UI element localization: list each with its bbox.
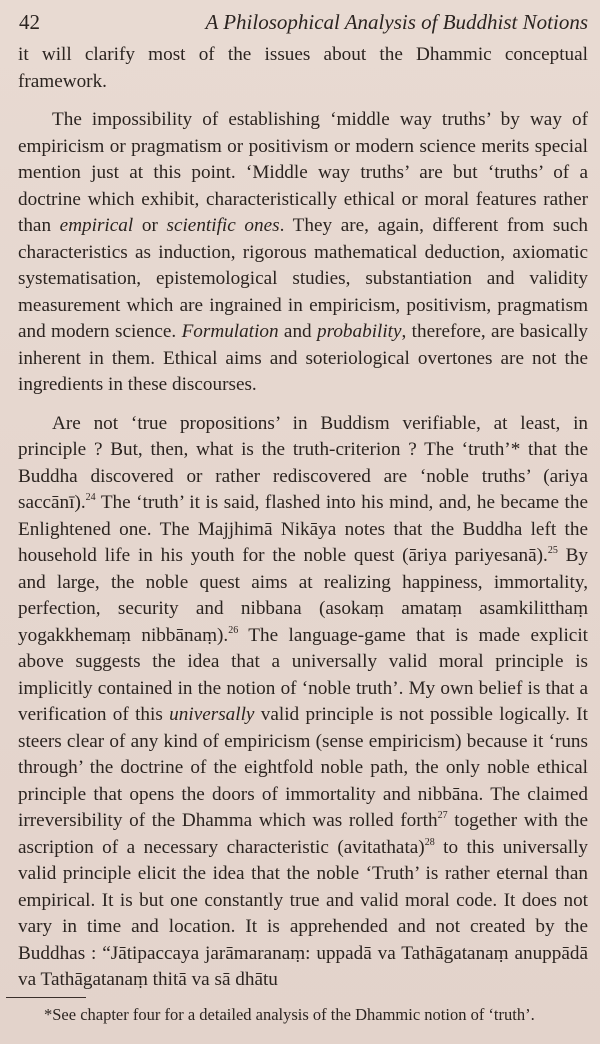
text-run: and bbox=[278, 321, 317, 342]
footnote-ref: 25 bbox=[547, 545, 558, 556]
emphasis: universally bbox=[169, 704, 255, 725]
text-run: . They are, again, different from such characteristics as induction, rigorous mathematical deduction, axiomatic systematisation, epistemological studies, substantiation and validity measurement which are ingrained in empiricism, positivism, pragmatism and modern science. bbox=[18, 215, 588, 342]
body-text bbox=[18, 42, 588, 994]
emphasis: empirical bbox=[59, 215, 134, 236]
text-run: The language-game that is made explicit above suggests the idea that a universally valid moral principle is implicitly contained in the notion of ‘noble truth’. My own belief is that a verification of this bbox=[18, 624, 588, 725]
text-run: The ‘truth’ it is said, flashed into his mind, and, he became the Enlightened one. The Majjhimā Nikāya notes that the Buddha left the household life in his youth for the noble quest (āriya pariyesanā). bbox=[18, 492, 588, 566]
text-run: valid principle is not possible logically. It steers clear of any kind of empiricism (sense empiricism) because it ‘runs through’ the doctrine of the eightfold noble path, the only noble ethical principle that opens the doors of immortality and nibbāna. The claimed irreversibility of the Dhamma which was rolled forth bbox=[18, 704, 589, 831]
text-run: The impossibility of establishing ‘middle way truths’ by way of empiricism or pragmatism or positivism or modern science merits special mention just at this point. ‘Middle way truths’ are but ‘truths’ of a doctrine which exhibit, characteristically ethical or moral features rather than bbox=[18, 109, 588, 236]
footnote-ref: 27 bbox=[437, 810, 448, 821]
paragraph-1 bbox=[18, 42, 588, 95]
paragraph-2 bbox=[18, 107, 588, 399]
page-number: 42 bbox=[19, 10, 40, 34]
running-title: A Philosophical Analysis of Buddhist Notions bbox=[205, 10, 588, 34]
text-run: or bbox=[133, 215, 167, 236]
footnote: *See chapter four for a detailed analysis of the Dhammic notion of ‘truth’. bbox=[44, 1005, 535, 1024]
footnote-ref: 24 bbox=[85, 492, 96, 503]
page-header bbox=[18, 10, 588, 40]
text-run: Are not ‘true propositions’ in Buddism verifiable, at least, in principle ? But, then, what is the truth-criterion ? The ‘truth’* that the Buddha discovered or rather rediscovered are ‘noble truths’ (ariya saccānī). bbox=[18, 412, 588, 513]
paragraph-3 bbox=[18, 411, 588, 994]
emphasis: scientific ones bbox=[166, 215, 280, 236]
footnote-ref: 26 bbox=[228, 624, 239, 636]
emphasis: Formulation bbox=[181, 321, 279, 342]
text-run: to this universally valid principle elicit the idea that the noble ‘Truth’ is rather eternal than empirical. It is but one constantly true and valid moral code. It does not vary in time and location. It is apprehended and not created by the Buddhas : “Jātipaccaya jarāmaranaṃ: uppadā va Tathāgatanaṃ anuppādā va Tathāgatanaṃ thitā va sā dhātu bbox=[18, 836, 589, 990]
emphasis: probability bbox=[316, 321, 402, 342]
text-run: By and large, the noble quest aims at realizing happiness, immortality, perfection, security and nibbana (asokaṃ amataṃ asamkilitthaṃ yogakkhemaṃ nibbānaṃ). bbox=[18, 545, 588, 646]
text-run: , therefore, are basically inherent in them. Ethical aims and soteriological overtones are not the ingredients in these discourses. bbox=[18, 321, 588, 395]
footnote-rule bbox=[6, 997, 86, 998]
text-run: together with the ascription of a necessary characteristic (avitathata) bbox=[18, 810, 588, 858]
footnote-ref: 28 bbox=[424, 836, 435, 848]
text-run: it will clarify most of the issues about the Dhammic conceptual framework. bbox=[18, 44, 588, 92]
